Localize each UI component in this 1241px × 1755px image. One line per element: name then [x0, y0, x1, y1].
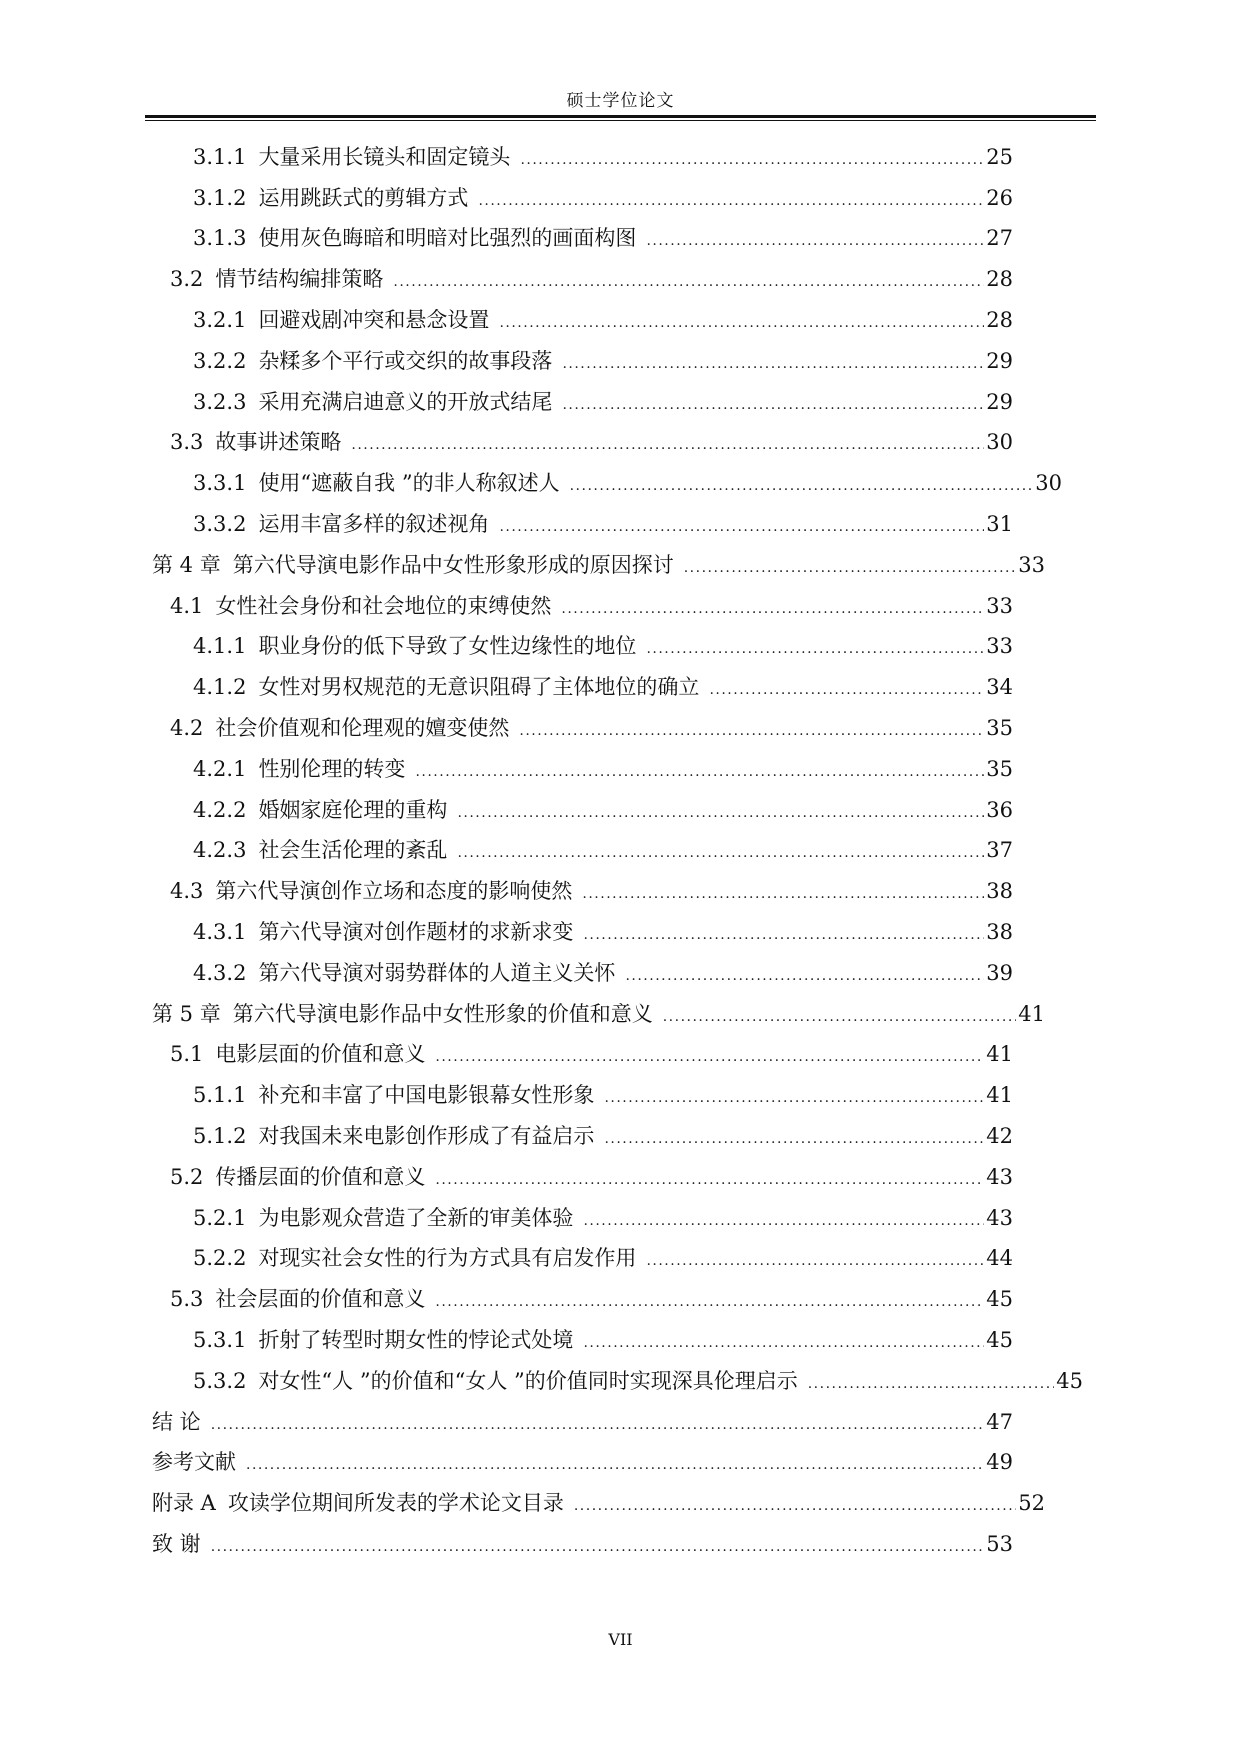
toc-dot-leader	[625, 969, 984, 994]
toc-entry[interactable]	[0, 463, 1062, 504]
toc-entry-number: 附录 A	[152, 1491, 216, 1516]
toc-entry-page: 30	[986, 430, 1013, 455]
toc-entry-title: 大量采用长镜头和固定镜头	[258, 144, 511, 169]
toc-entry-page: 34	[986, 675, 1013, 700]
toc-entry-title: 女性社会身份和社会地位的束缚使然	[215, 593, 552, 618]
toc-entry[interactable]	[0, 749, 1013, 790]
toc-entry-page: 41	[1018, 1001, 1045, 1026]
toc-dot-leader	[211, 1418, 985, 1443]
toc-dot-leader	[435, 1295, 984, 1320]
toc-entry-title: 社会层面的价值和意义	[215, 1287, 426, 1312]
toc-entry[interactable]	[0, 831, 1013, 872]
toc-entry-number: 4.2.1	[193, 756, 247, 781]
toc-entry-page: 33	[986, 593, 1013, 618]
toc-entry-title: 电影层面的价值和意义	[215, 1042, 426, 1067]
toc-entry[interactable]	[0, 178, 1013, 219]
toc-entry[interactable]	[0, 1075, 1013, 1116]
toc-entry-title: 婚姻家庭伦理的重构	[258, 797, 448, 822]
toc-entry-page: 29	[986, 348, 1013, 373]
toc-entry-page: 43	[986, 1205, 1013, 1230]
toc-dot-leader	[583, 928, 984, 953]
toc-entry-number: 5.1.2	[193, 1124, 247, 1149]
toc-entry-title: 第六代导演创作立场和态度的影响使然	[215, 879, 573, 904]
toc-entry-title: 第六代导演对弱势群体的人道主义关怀	[258, 960, 616, 985]
toc-entry[interactable]	[0, 423, 1013, 464]
toc-entry[interactable]	[0, 382, 1013, 423]
toc-dot-leader	[604, 1091, 984, 1116]
toc-entry-title: 第六代导演电影作品中女性形象形成的原因探讨	[232, 552, 674, 577]
toc-entry-page: 35	[986, 756, 1013, 781]
toc-entry-title: 社会价值观和伦理观的嬗变使然	[215, 716, 510, 741]
toc-entry-number: 5.2	[170, 1164, 204, 1189]
toc-entry-page: 45	[986, 1328, 1013, 1352]
toc-entry[interactable]	[0, 259, 1013, 300]
toc-dot-leader	[570, 479, 1034, 504]
toc-entry-page: 44	[986, 1246, 1013, 1271]
toc-entry-page: 38	[986, 920, 1013, 945]
toc-dot-leader	[435, 1050, 984, 1075]
toc-entry-number: 5.1	[170, 1042, 204, 1067]
toc-entry-number: 4.1	[170, 593, 204, 618]
toc-entry[interactable]	[0, 219, 1013, 260]
toc-entry-number: 第 4 章	[152, 552, 221, 577]
toc-entry-number: 第 5 章	[152, 1001, 221, 1026]
toc-dot-leader	[808, 1377, 1055, 1402]
toc-entry-title: 对女性“人 ”的价值和“女人 ”的价值同时实现深具伦理启示	[258, 1368, 798, 1393]
toc-entry-page: 31	[986, 512, 1013, 537]
toc-entry-page: 49	[986, 1450, 1013, 1475]
toc-dot-leader	[562, 398, 984, 423]
toc-entry-title: 参考文献	[152, 1450, 236, 1475]
toc-dot-leader	[246, 1458, 984, 1483]
toc-entry-page: 30	[1035, 471, 1062, 496]
toc-entry-title: 使用“遮蔽自我 ”的非人称叙述人	[258, 471, 560, 496]
toc-dot-leader	[646, 234, 984, 259]
toc-entry-title: 职业身份的低下导致了女性边缘性的地位	[258, 634, 637, 659]
toc-entry-number: 4.2	[170, 716, 204, 741]
toc-dot-leader	[520, 153, 984, 178]
table-of-contents	[0, 137, 1241, 1565]
toc-entry-number: 4.2.2	[193, 797, 247, 822]
toc-entry[interactable]	[0, 137, 1013, 178]
toc-entry-number: 3.3.1	[193, 471, 247, 496]
toc-dot-leader	[415, 765, 984, 790]
page-number: VII	[608, 1630, 633, 1649]
toc-dot-leader	[646, 1254, 984, 1279]
toc-entry-number: 3.2	[170, 267, 204, 292]
toc-entry-title: 结 论	[152, 1409, 201, 1434]
toc-entry-title: 补充和丰富了中国电影银幕女性形象	[258, 1083, 595, 1108]
toc-dot-leader	[646, 642, 984, 667]
toc-entry-page: 26	[986, 185, 1013, 210]
toc-entry-page: 42	[986, 1124, 1013, 1149]
toc-entry-number: 3.2.3	[193, 389, 247, 414]
toc-entry-title: 运用丰富多样的叙述视角	[258, 512, 490, 537]
toc-dot-leader	[663, 1010, 1017, 1035]
toc-entry[interactable]	[0, 586, 1013, 627]
toc-dot-leader	[561, 602, 984, 627]
toc-entry[interactable]	[0, 1402, 1013, 1443]
toc-entry-page: 38	[986, 879, 1013, 904]
toc-entry-title: 运用跳跃式的剪辑方式	[258, 185, 469, 210]
toc-entry-page: 47	[986, 1409, 1013, 1434]
header-rule-thick	[145, 115, 1096, 118]
toc-entry-number: 3.3.2	[193, 512, 247, 537]
toc-entry-number: 4.3.2	[193, 960, 247, 985]
toc-entry-page: 29	[986, 389, 1013, 414]
toc-dot-leader	[582, 887, 984, 912]
toc-entry-number: 3.1.3	[193, 226, 247, 251]
toc-entry-title: 折射了转型时期女性的悖论式处境	[258, 1328, 574, 1352]
toc-entry[interactable]	[0, 1361, 1083, 1402]
toc-entry-title: 社会生活伦理的紊乱	[258, 838, 448, 863]
toc-dot-leader	[393, 275, 984, 300]
toc-entry[interactable]	[0, 1524, 1013, 1565]
toc-entry[interactable]	[0, 341, 1013, 382]
toc-dot-leader	[499, 520, 984, 545]
toc-entry-page: 53	[986, 1531, 1013, 1556]
toc-dot-leader	[604, 1132, 984, 1157]
toc-entry[interactable]	[0, 994, 1045, 1035]
toc-dot-leader	[499, 316, 984, 341]
toc-dot-leader	[583, 1336, 984, 1361]
toc-dot-leader	[583, 1214, 984, 1239]
toc-entry-page: 33	[986, 634, 1013, 659]
toc-entry-page: 52	[1018, 1491, 1045, 1516]
toc-entry-title: 第六代导演电影作品中女性形象的价值和意义	[232, 1001, 653, 1026]
toc-entry[interactable]	[0, 1157, 1013, 1198]
toc-entry[interactable]	[0, 1320, 1013, 1361]
toc-entry-number: 5.1.1	[193, 1083, 247, 1108]
toc-entry-number: 5.2.1	[193, 1205, 247, 1230]
toc-entry[interactable]	[0, 953, 1013, 994]
toc-entry-number: 4.1.2	[193, 675, 247, 700]
toc-entry[interactable]	[0, 708, 1013, 749]
toc-entry-number: 5.3	[170, 1287, 204, 1312]
toc-entry-page: 35	[986, 716, 1013, 741]
toc-dot-leader	[574, 1499, 1016, 1524]
toc-entry-page: 28	[986, 308, 1013, 333]
header-rule-thin	[145, 120, 1096, 121]
toc-entry[interactable]	[0, 912, 1013, 953]
toc-entry-title: 采用充满启迪意义的开放式结尾	[258, 389, 553, 414]
toc-entry-title: 为电影观众营造了全新的审美体验	[258, 1205, 574, 1230]
toc-entry-title: 杂糅多个平行或交织的故事段落	[258, 348, 553, 373]
toc-entry-page: 45	[986, 1287, 1013, 1312]
toc-entry-title: 致 谢	[152, 1531, 201, 1556]
toc-entry[interactable]	[0, 300, 1013, 341]
toc-entry-page: 27	[986, 226, 1013, 251]
toc-entry-page: 45	[1056, 1368, 1083, 1393]
toc-entry[interactable]	[0, 1443, 1013, 1484]
toc-entry-title: 对我国未来电影创作形成了有益启示	[258, 1124, 595, 1149]
toc-entry-number: 4.3.1	[193, 920, 247, 945]
toc-entry-page: 43	[986, 1164, 1013, 1189]
toc-dot-leader	[478, 194, 984, 219]
toc-entry[interactable]	[0, 1116, 1013, 1157]
toc-entry[interactable]	[0, 504, 1013, 545]
header-title: 硕士学位论文	[566, 91, 675, 111]
toc-entry-number: 3.3	[170, 430, 204, 455]
toc-entry-page: 41	[986, 1042, 1013, 1067]
toc-dot-leader	[435, 1173, 984, 1198]
toc-entry-number: 3.2.2	[193, 348, 247, 373]
toc-entry-number: 3.1.1	[193, 144, 247, 169]
toc-entry-title: 第六代导演对创作题材的求新求变	[258, 920, 574, 945]
toc-entry-number: 5.3.2	[193, 1368, 247, 1393]
toc-entry-title: 故事讲述策略	[215, 430, 342, 455]
toc-dot-leader	[519, 724, 984, 749]
toc-entry-page: 28	[986, 267, 1013, 292]
toc-entry-title: 女性对男权规范的无意识阻碍了主体地位的确立	[258, 675, 700, 700]
toc-dot-leader	[684, 561, 1017, 586]
toc-entry-page: 39	[986, 960, 1013, 985]
toc-entry-title: 性别伦理的转变	[258, 756, 406, 781]
toc-entry-number: 4.3	[170, 879, 204, 904]
toc-entry-page: 33	[1018, 552, 1045, 577]
toc-entry[interactable]	[0, 1483, 1045, 1524]
toc-entry-page: 41	[986, 1083, 1013, 1108]
toc-entry-number: 4.1.1	[193, 634, 247, 659]
toc-entry-number: 4.2.3	[193, 838, 247, 863]
toc-dot-leader	[211, 1540, 985, 1565]
toc-entry-page: 37	[986, 838, 1013, 863]
toc-entry[interactable]	[0, 1198, 1013, 1239]
toc-entry-title: 回避戏剧冲突和悬念设置	[258, 308, 490, 333]
toc-entry-title: 情节结构编排策略	[215, 267, 384, 292]
toc-entry-number: 3.1.2	[193, 185, 247, 210]
toc-entry-number: 5.3.1	[193, 1328, 247, 1352]
toc-entry[interactable]	[0, 790, 1013, 831]
toc-entry-title: 攻读学位期间所发表的学术论文目录	[227, 1491, 564, 1516]
toc-entry[interactable]	[0, 1279, 1013, 1320]
toc-entry[interactable]	[0, 1035, 1013, 1076]
toc-entry[interactable]	[0, 667, 1013, 708]
toc-dot-leader	[457, 846, 984, 871]
toc-entry[interactable]	[0, 627, 1013, 668]
toc-dot-leader	[709, 683, 984, 708]
toc-entry[interactable]	[0, 545, 1045, 586]
toc-dot-leader	[457, 806, 984, 831]
toc-entry-title: 传播层面的价值和意义	[215, 1164, 426, 1189]
toc-entry-page: 25	[986, 144, 1013, 169]
toc-entry-number: 5.2.2	[193, 1246, 247, 1271]
toc-dot-leader	[562, 357, 984, 382]
toc-entry[interactable]	[0, 1239, 1013, 1280]
toc-entry-title: 对现实社会女性的行为方式具有启发作用	[258, 1246, 637, 1271]
toc-entry-page: 36	[986, 797, 1013, 822]
toc-entry-title: 使用灰色晦暗和明暗对比强烈的画面构图	[258, 226, 637, 251]
toc-entry[interactable]	[0, 871, 1013, 912]
toc-entry-number: 3.2.1	[193, 308, 247, 333]
toc-dot-leader	[351, 438, 984, 463]
